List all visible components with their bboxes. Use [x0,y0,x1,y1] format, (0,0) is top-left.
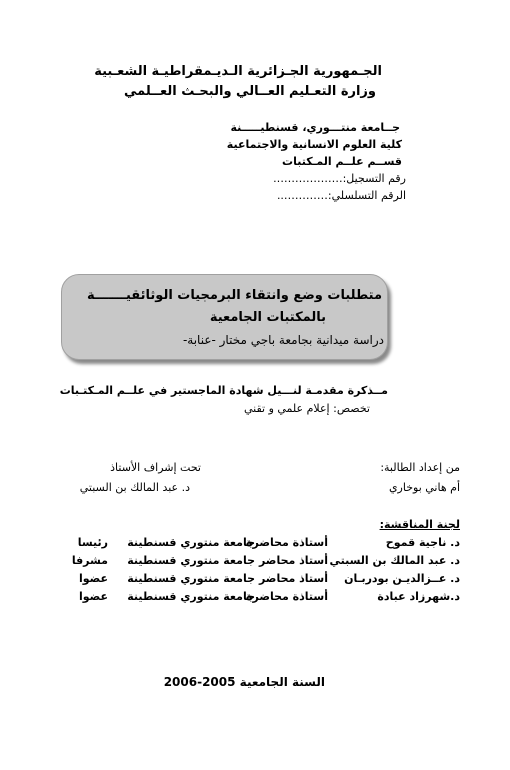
jury-member-role: مشرفا [71,554,108,567]
jury-member-rank: أستاذ محاضر [258,572,328,585]
supervisor-name: د. عبد المالك بن السبتي [79,481,190,494]
prepared-by-label: من إعداد الطالبة: [380,461,460,474]
department-name: قســم علــم المـكتبات [282,155,402,168]
jury-member-university: جامعة منتوري قسنطينة [127,572,255,585]
jury-member-name: د. ناجية قموح [385,536,460,549]
jury-row [30,536,460,552]
jury-row [30,572,460,588]
jury-member-role: عضوا [78,590,108,603]
jury-member-rank: أستاذة محاضرة [245,536,328,549]
thesis-subtitle: دراسة ميدانية بجامعة باجي مختار -عنابة- [182,333,384,347]
thesis-title-line2: بالمكتبات الجامعية [209,310,326,325]
serial-number: الرقم التسلسلي:………….. [276,189,406,202]
academic-year: السنة الجامعية 2005-2006 [163,675,325,689]
memo-statement: مــذكرة مقدمـة لنـــيل شهادة الماجستير في علــم المـكتـبات [59,384,388,397]
specialty-line: تخصص: إعلام علمي و تقني [243,402,370,415]
supervision-label: تحت إشراف الأستاذ [110,461,201,474]
jury-member-role: عضوا [78,572,108,585]
registration-number: رقم التسجيل:………………. [273,172,406,185]
jury-row [30,590,460,606]
jury-member-name: د.شهرزاد عبادة [377,590,460,603]
ministry-heading: وزارة التعـليم العــالي والبحـث العــلمي [123,84,376,99]
jury-label: لجنة المناقشة: [379,518,460,531]
jury-member-university: جامعة منتوري قسنطينة [127,536,255,549]
student-name: أم هاني بوخاري [388,481,460,494]
jury-member-university: جامعة منتوري قسنطينة [127,590,255,603]
university-name: جــامعة منتـــوري، قسنطيـــــنة [230,121,400,134]
thesis-title-line1: متطلبات وضع وانتقاء البرمجيات الوثائقيـــــــة [87,288,382,303]
jury-member-rank: أستاذة محاضرة [245,590,328,603]
republic-heading: الجـمهورية الجـزائرية الـديـمقراطيـة الشعـبية [94,64,382,79]
jury-row [30,554,460,570]
jury-member-rank: أستاذ محاضر [258,554,328,567]
jury-member-name: د. عــزالديـن بودربـان [344,572,460,585]
jury-member-role: رئيسا [77,536,108,549]
jury-member-name: د. عبد المالك بن السبتي [329,554,460,567]
jury-member-university: جامعة منتوري قسنطينة [127,554,255,567]
faculty-name: كلية العلوم الانسانية والاجتماعية [226,138,402,151]
